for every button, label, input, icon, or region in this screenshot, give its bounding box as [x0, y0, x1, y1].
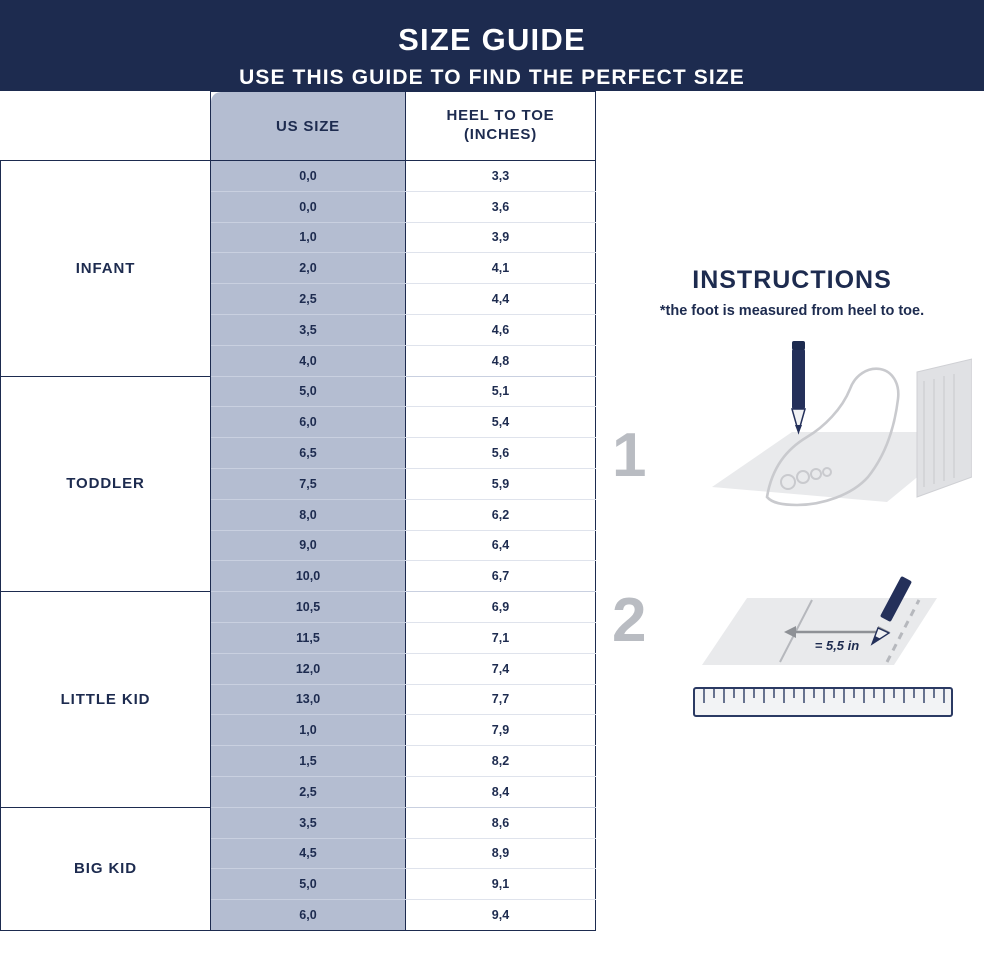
- cell-heel-to-toe: 4,6: [406, 314, 596, 345]
- header-heel-to-toe: [406, 92, 596, 161]
- header-us-size: US SIZE: [211, 92, 406, 161]
- cell-heel-to-toe: 4,4: [406, 284, 596, 315]
- cell-us-size: 5,0: [211, 869, 406, 900]
- cell-us-size: 6,0: [211, 407, 406, 438]
- table-row: [1, 376, 596, 407]
- cell-us-size: 3,5: [211, 807, 406, 838]
- cell-heel-to-toe: 8,9: [406, 838, 596, 869]
- cell-heel-to-toe: 5,1: [406, 376, 596, 407]
- table-row: [1, 592, 596, 623]
- cell-us-size: 2,5: [211, 284, 406, 315]
- table-row: [1, 161, 596, 192]
- group-label-infant: INFANT: [1, 161, 211, 377]
- cell-us-size: 7,5: [211, 468, 406, 499]
- cell-us-size: 10,0: [211, 561, 406, 592]
- page-subtitle: USE THIS GUIDE TO FIND THE PERFECT SIZE: [239, 65, 745, 89]
- group-label-little-kid: LITTLE KID: [1, 592, 211, 808]
- content-area: [0, 91, 984, 938]
- cell-us-size: 11,5: [211, 622, 406, 653]
- header-heel-to-toe-line2: (INCHES): [463, 126, 538, 143]
- measure-label: = 5,5 in: [814, 638, 860, 653]
- instructions-panel: [612, 266, 972, 740]
- cell-us-size: 13,0: [211, 684, 406, 715]
- table-row: [1, 807, 596, 838]
- cell-heel-to-toe: 7,7: [406, 684, 596, 715]
- instruction-step-2: [612, 570, 972, 740]
- cell-us-size: 1,0: [211, 715, 406, 746]
- cell-heel-to-toe: 4,1: [406, 253, 596, 284]
- size-table: [0, 91, 596, 931]
- cell-us-size: 6,0: [211, 900, 406, 931]
- header-spacer-cell: [1, 92, 211, 161]
- cell-heel-to-toe: 8,2: [406, 746, 596, 777]
- cell-us-size: 5,0: [211, 376, 406, 407]
- cell-us-size: 6,5: [211, 438, 406, 469]
- group-label-big-kid: BIG KID: [1, 807, 211, 930]
- page-title: SIZE GUIDE: [398, 22, 586, 57]
- instructions-note: *the foot is measured from heel to toe.: [659, 303, 925, 319]
- cell-heel-to-toe: 3,9: [406, 222, 596, 253]
- cell-heel-to-toe: 6,2: [406, 499, 596, 530]
- table-header-row: [1, 92, 596, 161]
- cell-us-size: 12,0: [211, 653, 406, 684]
- cell-us-size: 1,0: [211, 222, 406, 253]
- cell-us-size: 10,5: [211, 592, 406, 623]
- cell-heel-to-toe: 7,4: [406, 653, 596, 684]
- cell-heel-to-toe: 3,3: [406, 161, 596, 192]
- cell-us-size: 2,0: [211, 253, 406, 284]
- cell-heel-to-toe: 9,4: [406, 900, 596, 931]
- cell-us-size: 2,5: [211, 776, 406, 807]
- cell-heel-to-toe: 6,4: [406, 530, 596, 561]
- cell-heel-to-toe: 5,4: [406, 407, 596, 438]
- cell-heel-to-toe: 4,8: [406, 345, 596, 376]
- cell-heel-to-toe: 9,1: [406, 869, 596, 900]
- cell-heel-to-toe: 5,6: [406, 438, 596, 469]
- group-label-toddler: TODDLER: [1, 376, 211, 592]
- cell-us-size: 9,0: [211, 530, 406, 561]
- instruction-step-1: [612, 337, 972, 552]
- step-number-1: 1: [612, 421, 647, 490]
- cell-us-size: 4,0: [211, 345, 406, 376]
- size-table-wrapper: [0, 91, 595, 931]
- measure-with-ruler-illustration: [672, 570, 972, 740]
- cell-us-size: 3,5: [211, 314, 406, 345]
- cell-heel-to-toe: 6,9: [406, 592, 596, 623]
- cell-heel-to-toe: 6,7: [406, 561, 596, 592]
- cell-us-size: 0,0: [211, 191, 406, 222]
- cell-heel-to-toe: 8,4: [406, 776, 596, 807]
- cell-us-size: 1,5: [211, 746, 406, 777]
- instructions-title: INSTRUCTIONS: [692, 266, 892, 294]
- cell-heel-to-toe: 5,9: [406, 468, 596, 499]
- cell-heel-to-toe: 3,6: [406, 191, 596, 222]
- cell-us-size: 0,0: [211, 161, 406, 192]
- cell-us-size: 4,5: [211, 838, 406, 869]
- cell-heel-to-toe: 8,6: [406, 807, 596, 838]
- page-header: [0, 0, 984, 91]
- step-number-2: 2: [612, 586, 647, 655]
- cell-heel-to-toe: 7,1: [406, 622, 596, 653]
- header-heel-to-toe-line1: HEEL TO TOE: [446, 107, 555, 125]
- cell-heel-to-toe: 7,9: [406, 715, 596, 746]
- foot-tracing-illustration: [672, 337, 972, 552]
- cell-us-size: 8,0: [211, 499, 406, 530]
